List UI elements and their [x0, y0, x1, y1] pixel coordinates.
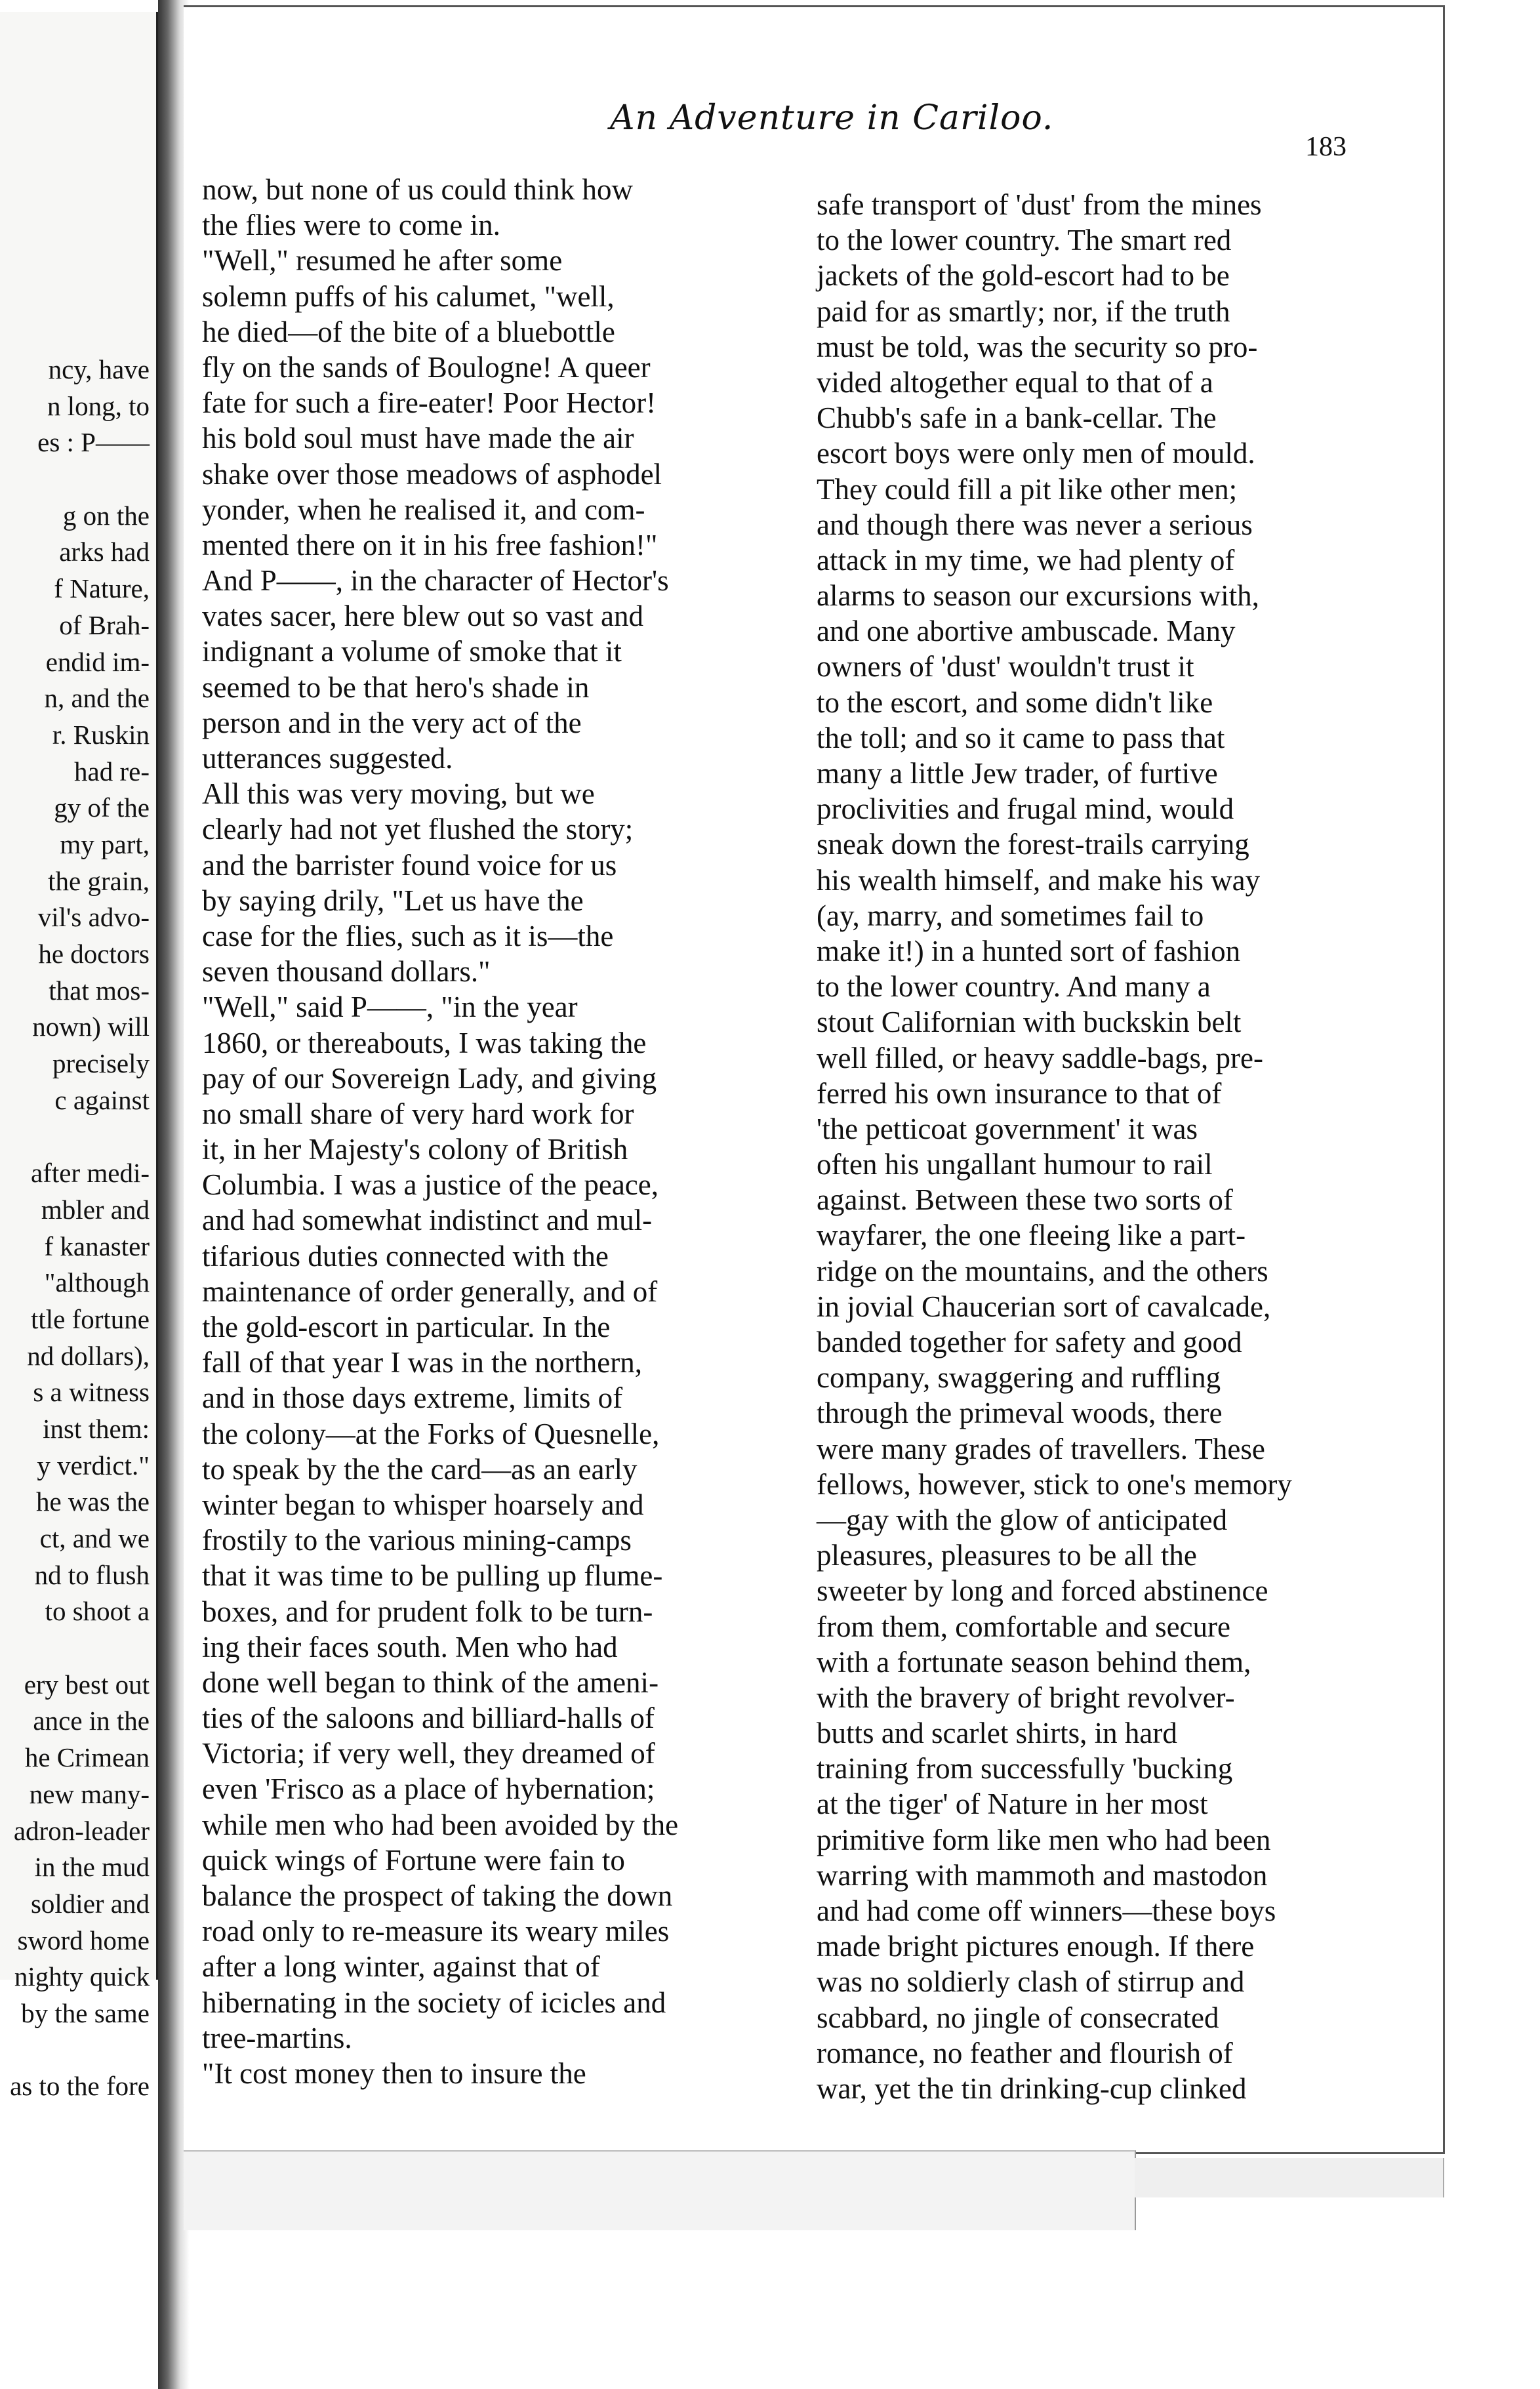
text-line: tree-martins. — [202, 2021, 352, 2054]
facing-page-line: nd dollars), — [27, 1340, 150, 1371]
facing-page-fragment — [0, 12, 158, 2102]
text-line: the colony—at the Forks of Quesnelle, — [202, 1417, 660, 1450]
text-line: to the escort, and some didn't like — [817, 685, 1213, 719]
text-line: Chubb's safe in a bank-cellar. The — [817, 401, 1217, 435]
text-line: many a little Jew trader, of furtive — [817, 757, 1218, 790]
text-line: Columbia. I was a justice of the peace, — [202, 1168, 659, 1202]
text-line: to speak by the the card—as an early — [202, 1452, 638, 1486]
text-line: quick wings of Fortune were fain to — [202, 1843, 625, 1877]
facing-page-line — [0, 1630, 150, 1667]
text-line: the flies were to come in. — [202, 209, 500, 242]
facing-page-line: ery best out — [24, 1669, 150, 1700]
page-bottom-edge — [184, 2150, 1136, 2230]
text-line: and in those days extreme, limits of — [202, 1381, 623, 1415]
text-line: clearly had not yet flushed the story; — [202, 813, 634, 846]
text-line: vided altogether equal to that of a — [817, 365, 1213, 399]
text-line: warring with mammoth and mastodon — [817, 1858, 1268, 1892]
text-line: against. Between these two sorts of — [817, 1183, 1233, 1217]
text-line: safe transport of 'dust' from the mines — [817, 188, 1262, 221]
text-line: banded together for safety and good — [817, 1326, 1242, 1358]
facing-page-line: adron-leader — [13, 1815, 150, 1846]
facing-page-line: g on the — [62, 500, 150, 531]
text-line: jackets of the gold-escort had to be — [817, 259, 1230, 293]
text-line: paid for as smartly; nor, if the truth — [817, 295, 1230, 328]
text-line: pleasures, pleasures to be all the — [817, 1539, 1197, 1572]
text-line: it, in her Majesty's colony of British — [202, 1133, 628, 1166]
text-line: ties of the saloons and billiard-halls of — [202, 1702, 655, 1735]
text-line: ridge on the mountains, and the others — [817, 1254, 1268, 1288]
facing-page-line: in the mud — [34, 1852, 150, 1883]
text-line: boxes, and for prudent folk to be turn- — [202, 1595, 653, 1628]
text-line: company, swaggering and ruffling — [817, 1361, 1221, 1395]
text-line: made bright pictures enough. If there — [817, 1930, 1255, 1963]
text-line: fly on the sands of Boulogne! A queer — [202, 350, 651, 384]
text-line: from them, comfortable and secure — [817, 1610, 1230, 1643]
text-line: maintenance of order generally, and of — [202, 1275, 658, 1308]
facing-page-line: ttle fortune — [30, 1303, 150, 1334]
text-line: primitive form like men who had been — [817, 1823, 1271, 1856]
text-line: make it!) in a hunted sort of fashion — [817, 934, 1241, 968]
text-line: to the lower country. And many a — [817, 970, 1211, 1004]
facing-page-line: endid im- — [45, 646, 150, 677]
facing-page-line: sword home — [17, 1925, 150, 1955]
facing-page-line: c against — [54, 1084, 150, 1115]
text-line: now, but none of us could think how — [202, 173, 634, 206]
facing-page-line: vil's advo- — [37, 902, 150, 933]
text-line: wayfarer, the one fleeing like a part- — [817, 1219, 1246, 1252]
text-line: —gay with the glow of anticipated — [817, 1503, 1228, 1536]
text-line: must be told, was the security so pro- — [817, 330, 1258, 363]
facing-page-line: he doctors — [38, 939, 150, 969]
text-line: no small share of very hard work for — [202, 1097, 634, 1130]
text-line: in jovial Chaucerian sort of cavalcade, — [817, 1290, 1271, 1323]
text-line: attack in my time, we had plenty of — [817, 543, 1235, 577]
text-line: often his ungallant humour to rail — [817, 1148, 1213, 1181]
facing-page-line: ct, and we — [39, 1523, 150, 1553]
text-line: road only to re-measure its weary miles — [202, 1915, 670, 1948]
text-line: by saying drily, "Let us have the — [202, 884, 584, 917]
text-line: and one abortive ambuscade. Many — [817, 615, 1236, 648]
facing-page-line: mbler and — [41, 1194, 150, 1225]
facing-page-line: r. Ruskin — [52, 719, 150, 750]
right-text-column — [817, 187, 1354, 2106]
facing-page-line: of Brah- — [59, 609, 150, 640]
facing-page-line: to shoot a — [45, 1596, 150, 1627]
facing-page-line: n, and the — [44, 683, 150, 714]
text-line: sweeter by long and forced abstinence — [817, 1574, 1268, 1608]
text-line: fate for such a fire-eater! Poor Hector! — [202, 386, 657, 420]
text-line: yonder, when he realised it, and com- — [202, 493, 645, 526]
text-line: "It cost money then to insure the — [202, 2056, 586, 2090]
text-line: at the tiger' of Nature in her most — [817, 1787, 1208, 1821]
facing-page-line: new many- — [29, 1778, 150, 1809]
facing-page-line: y verdict." — [37, 1450, 150, 1480]
text-line: 'the petticoat government' it was — [817, 1112, 1198, 1145]
text-line: romance, no feather and flourish of — [817, 2036, 1233, 2070]
facing-page-line: ance in the — [33, 1705, 150, 1736]
facing-page-line: arks had — [59, 537, 150, 567]
page-number: 183 — [1305, 132, 1347, 162]
facing-page-line: f Nature, — [54, 573, 150, 604]
facing-page-line: s a witness — [33, 1377, 150, 1408]
text-line: with the bravery of bright revolver- — [817, 1681, 1235, 1714]
text-line: indignant a volume of smoke that it — [202, 635, 622, 668]
text-line: he died—of the bite of a bluebottle — [202, 315, 615, 348]
facing-page-text — [0, 352, 150, 2105]
text-line: shake over those meadows of asphodel — [202, 457, 662, 491]
text-line: and had come off winners—these boys — [817, 1894, 1276, 1927]
facing-page-line: nd to flush — [34, 1559, 150, 1590]
text-line: scabbard, no jingle of consecrated — [817, 2001, 1219, 2034]
text-line: stout Californian with buckskin belt — [817, 1006, 1242, 1039]
facing-page-line: the grain, — [48, 865, 150, 896]
facing-page-line — [0, 2032, 150, 2069]
text-line: were many grades of travellers. These — [817, 1432, 1265, 1465]
facing-page-line: nown) will — [32, 1011, 150, 1042]
text-line: All this was very moving, but we — [202, 777, 595, 811]
text-line: war, yet the tin drinking-cup clinked — [817, 2072, 1247, 2105]
text-line: seemed to be that hero's shade in — [202, 670, 590, 704]
text-line: frostily to the various mining-camps — [202, 1524, 632, 1557]
text-line: through the primeval woods, there — [817, 1397, 1223, 1430]
text-line: (ay, marry, and sometimes fail to — [817, 899, 1204, 932]
text-line: vates sacer, here blew out so vast and — [202, 600, 643, 633]
text-line: done well began to think of the ameni- — [202, 1665, 659, 1699]
text-line: that it was time to be pulling up flume- — [202, 1559, 663, 1593]
text-line: mented there on it in his free fashion!" — [202, 528, 658, 562]
text-line: after a long winter, against that of — [202, 1950, 600, 1984]
facing-page-line: n long, to — [47, 390, 150, 421]
left-text-column — [202, 172, 760, 2091]
text-line: case for the flies, such as it is—the — [202, 919, 614, 952]
text-line: owners of 'dust' wouldn't trust it — [817, 650, 1194, 684]
text-line: training from successfully 'bucking — [817, 1752, 1233, 1786]
facing-page-line: nighty quick — [14, 1961, 150, 1992]
text-line: solemn puffs of his calumet, "well, — [202, 279, 615, 313]
text-line: And P——, in the character of Hector's — [202, 564, 669, 598]
text-line: his wealth himself, and make his way — [817, 863, 1261, 897]
facing-page-line: he Crimean — [24, 1742, 150, 1773]
text-line: and though there was never a serious — [817, 508, 1253, 541]
text-line: even 'Frisco as a place of hybernation; — [202, 1772, 655, 1806]
text-line: person and in the very act of the — [202, 706, 582, 739]
text-line: was no soldierly clash of stirrup and — [817, 1965, 1245, 1999]
text-line: fellows, however, stick to one's memory — [817, 1467, 1292, 1501]
text-line: utterances suggested. — [202, 742, 453, 775]
facing-page-line: es : P—— — [37, 427, 150, 458]
facing-page-line: as to the fore — [10, 2071, 150, 2102]
text-line: ferred his own insurance to that of — [817, 1076, 1222, 1110]
facing-page-line: precisely — [52, 1048, 150, 1079]
facing-page-line: my part, — [60, 828, 150, 859]
text-line: balance the prospect of taking the down — [202, 1879, 673, 1912]
text-line: proclivities and frugal mind, would — [817, 792, 1234, 826]
facing-page-line: ncy, have — [48, 354, 150, 384]
text-line: and the barrister found voice for us — [202, 848, 617, 882]
text-line: pay of our Sovereign Lady, and giving — [202, 1061, 657, 1095]
text-line: and had somewhat indistinct and mul- — [202, 1204, 653, 1237]
text-line: seven thousand dollars." — [202, 955, 491, 989]
facing-page-line: by the same — [21, 1997, 150, 2028]
running-head: An Adventure in Cariloo. — [610, 98, 1054, 138]
text-line: while men who had been avoided by the — [202, 1808, 679, 1841]
text-line: "Well," resumed he after some — [202, 244, 563, 277]
text-line: the toll; and so it came to pass that — [817, 721, 1225, 754]
facing-page-line: had re- — [74, 756, 150, 786]
text-line: winter began to whisper hoarsely and — [202, 1488, 644, 1521]
facing-page-line: "although — [44, 1267, 150, 1298]
text-line: fall of that year I was in the northern, — [202, 1346, 643, 1379]
facing-page-line: soldier and — [30, 1888, 150, 1919]
text-line: tifarious duties connected with the — [202, 1239, 609, 1273]
text-line: alarms to season our excursions with, — [817, 579, 1259, 613]
facing-page-line: gy of the — [54, 792, 150, 823]
text-line: 1860, or thereabouts, I was taking the — [202, 1026, 647, 1059]
text-line: the gold-escort in particular. In the — [202, 1311, 611, 1343]
text-line: sneak down the forest-trails carrying — [817, 828, 1249, 861]
facing-page-line: that mos- — [49, 975, 150, 1006]
text-line: ing their faces south. Men who had — [202, 1630, 618, 1664]
facing-page-line: after medi- — [31, 1158, 150, 1189]
text-line: to the lower country. The smart red — [817, 224, 1232, 257]
text-line: well filled, or heavy saddle-bags, pre- — [817, 1041, 1263, 1074]
facing-page-line: inst them: — [43, 1413, 150, 1444]
facing-page-line: f kanaster — [44, 1231, 150, 1261]
text-line: Victoria; if very well, they dreamed of — [202, 1737, 655, 1770]
facing-page-line — [0, 1118, 150, 1155]
text-line: hibernating in the society of icicles and — [202, 1986, 666, 2019]
text-line: escort boys were only men of mould. — [817, 437, 1255, 470]
facing-page-line: he was the — [35, 1486, 150, 1517]
text-line: butts and scarlet shirts, in hard — [817, 1717, 1177, 1750]
text-line: his bold soul must have made the air — [202, 422, 634, 455]
text-line: with a fortunate season behind them, — [817, 1645, 1251, 1679]
text-line: "Well," said P——, "in the year — [202, 990, 578, 1024]
page-bottom-edge-right — [1135, 2158, 1444, 2197]
facing-page-line — [0, 461, 150, 498]
text-line: They could fill a pit like other men; — [817, 472, 1238, 506]
